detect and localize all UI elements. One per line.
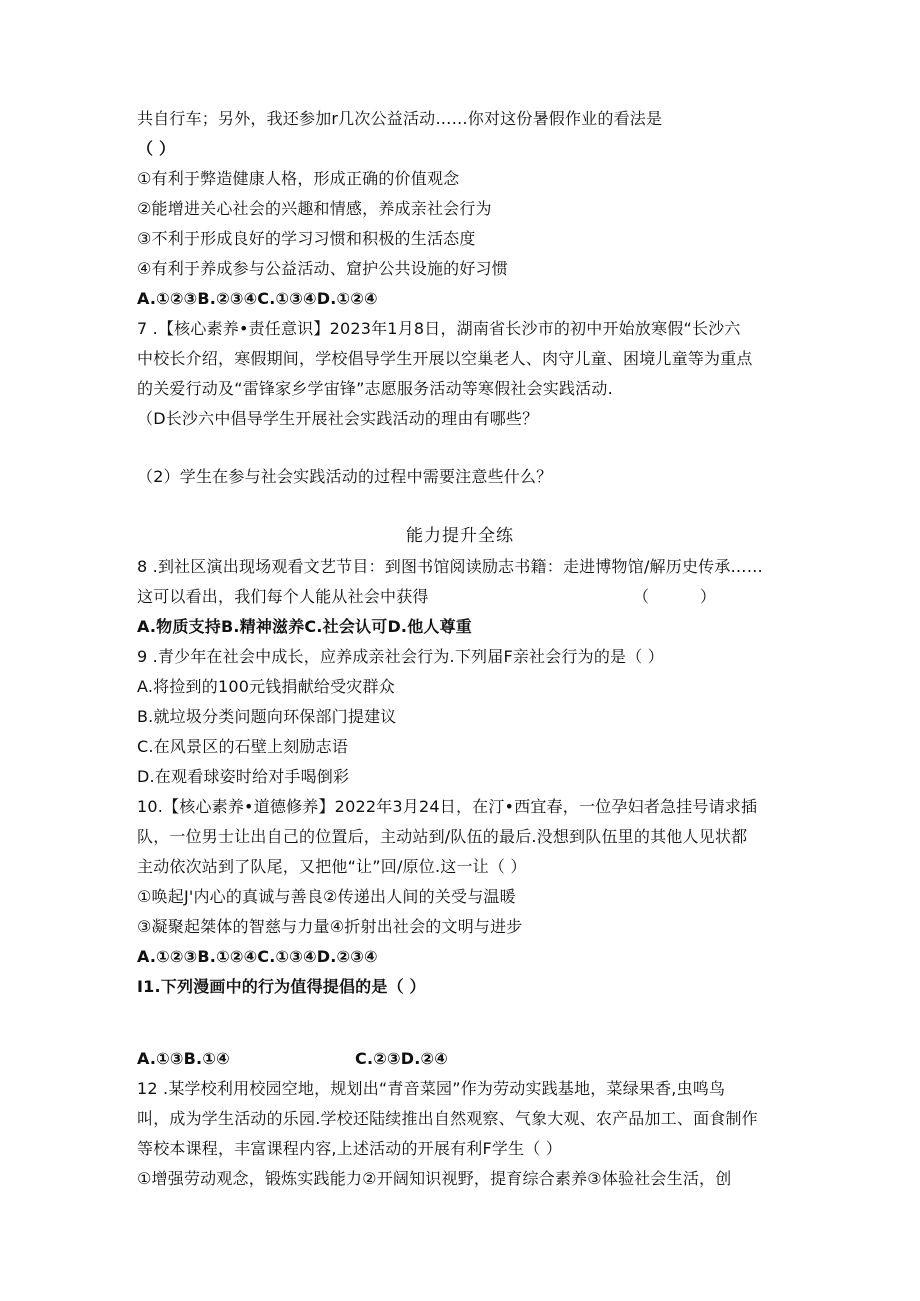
option-statement-2: ②能增进关心社会的兴趣和情感，养成亲社会行为 bbox=[137, 199, 492, 218]
question-8-answer-paren: （ ） bbox=[633, 587, 716, 606]
question-12-line-3: 等校本课程，丰富课程内容,上述活动的开展有利F学生（ ） bbox=[137, 1139, 562, 1158]
question-12-line-2: 叫，成为学生活动的乐园.学校还陆续推出自然观察、气象大观、农产品加工、面食制作 bbox=[137, 1109, 758, 1128]
question-8-choices: A.物质支持B.精神滋养C.社会认可D.他人尊重 bbox=[137, 617, 473, 636]
question-9-option-b: B.就垃圾分类问题向环保部门提建议 bbox=[137, 707, 397, 726]
question-7-line-1: 7 .【核心素养•责任意识】2023年1月8日，湖南省长沙市的初中开始放寒假“长沙六 bbox=[137, 319, 741, 338]
question-10-statements-2: ③凝聚起桀体的智慈与力量④折射出社会的文明与进步 bbox=[137, 917, 523, 936]
question-9-stem: 9 .青少年在社会中成长，应养成亲社会行为.下列届F亲社会行为的是（ ） bbox=[137, 647, 664, 666]
question-9-option-c: C.在风景区的石壁上刻励志语 bbox=[137, 737, 349, 756]
question-10-choices: A.①②③B.①②④C.①③④D.②③④ bbox=[137, 947, 378, 966]
question-11-choices-left: A.①③B.①④ bbox=[137, 1049, 230, 1068]
question-7-subquestion-2: （2）学生在参与社会实践活动的过程中需要注意些什么？ bbox=[137, 467, 553, 486]
question-9-option-a: A.将捡到的100元钱捐献给受灾群众 bbox=[137, 677, 395, 696]
question-11-stem: I1.下列漫画中的行为值得提倡的是（ ） bbox=[137, 977, 426, 996]
question-11-choices-right: C.②③D.②④ bbox=[355, 1049, 448, 1068]
option-statement-3: ③不利于形成良好的学习习惯和积极的生活态度 bbox=[137, 229, 476, 248]
answer-paren: （ ） bbox=[137, 139, 176, 158]
question-10-line-1: 10.【核心素养•道德修养】2022年3月24日，在汀•西宜春，一位孕妇者急挂号请求插 bbox=[137, 797, 758, 816]
question-6-stem-line: 共自行车；另外，我还参加r几次公益活动……你对这份暑假作业的看法是 bbox=[137, 109, 663, 128]
question-7-line-3: 的关爱行动及“雷锋家乡学宙锋”志愿服务活动等寒假社会实践活动. bbox=[137, 379, 613, 398]
option-statement-4: ④有利于养成参与公益活动、窟护公共设施的好习惯 bbox=[137, 259, 508, 278]
question-6-choices: A.①②③B.②③④C.①③④D.①②④ bbox=[137, 289, 378, 308]
question-10-statements-1: ①唤起J'内心的真诚与善良②传递出人间的关受与温暖 bbox=[137, 887, 516, 906]
question-8-line-1: 8 .到社区演出现场观看文艺节目：到图书馆阅读励志书籍：走进博物馆/解历史传承…… bbox=[137, 557, 763, 576]
section-title: 能力提升全练 bbox=[406, 526, 514, 546]
question-8-line-2: 这可以看出，我们每个人能从社会中获得 bbox=[137, 587, 429, 606]
question-7-line-2: 中校长介绍，寒假期间，学校倡导学生开展以空巢老人、肉守儿童、困境儿童等为重点 bbox=[137, 349, 753, 368]
question-12-statements: ①增强劳动观念，锻炼实践能力②开阔知识视野，提育综合素养③体验社会生活，创 bbox=[137, 1169, 732, 1188]
question-10-line-3: 主动依次站到了队尾，又把他“让”回/原位.这一让（ ） bbox=[137, 857, 527, 876]
option-statement-1: ①有利于弊造健康人格，形成正确的价值观念 bbox=[137, 169, 460, 188]
question-7-subquestion-1: （D长沙六中倡导学生开展社会实践活动的理由有哪些？ bbox=[137, 409, 539, 428]
question-9-option-d: D.在观看球姿时给对手喝倒彩 bbox=[137, 767, 350, 786]
question-12-line-1: 12 .某学校利用校园空地，规划出“青音菜园”作为劳动实践基地，菜绿果香,虫鸣鸟 bbox=[137, 1079, 726, 1098]
question-10-line-2: 队，一位男士让出自己的位置后，主动站到/队伍的最后.没想到队伍里的其他人见状都 bbox=[137, 827, 748, 846]
